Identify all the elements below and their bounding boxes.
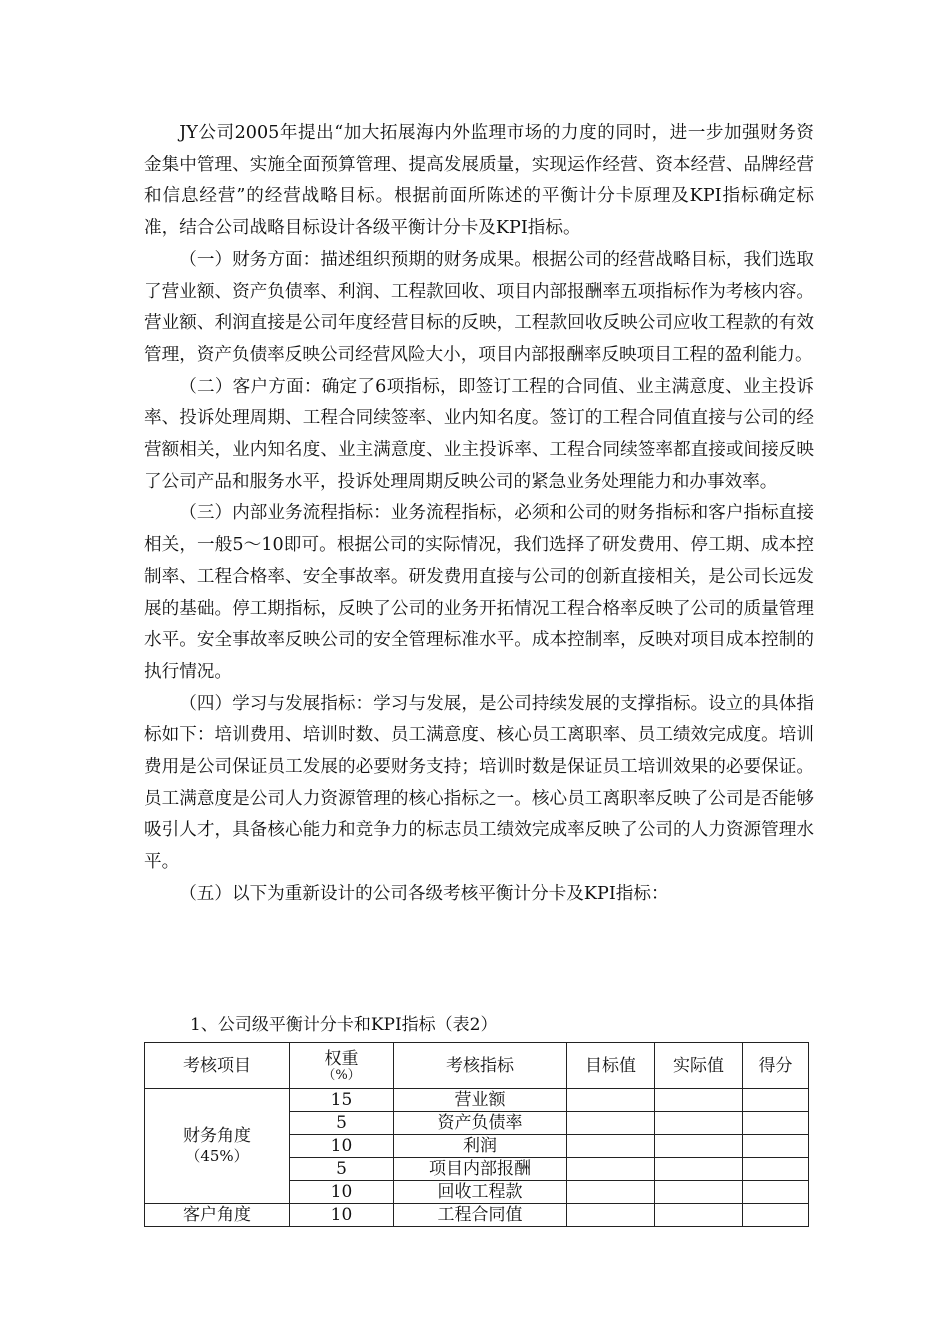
category-finance-label: 财务角度 <box>183 1126 251 1146</box>
row-score <box>743 1158 809 1181</box>
row-target <box>567 1158 655 1181</box>
row-indicator: 资产负债率 <box>394 1112 567 1135</box>
row-indicator: 利润 <box>394 1135 567 1158</box>
row-actual <box>655 1181 743 1204</box>
row-score <box>743 1204 809 1227</box>
row-actual <box>655 1158 743 1181</box>
row-score <box>743 1089 809 1112</box>
row-score <box>743 1135 809 1158</box>
row-target <box>567 1112 655 1135</box>
row-weight: 15 <box>290 1089 394 1112</box>
kpi-table <box>144 1042 809 1227</box>
row-target <box>567 1204 655 1227</box>
table-header-row <box>145 1043 809 1089</box>
paragraph-internal-process: （三）内部业务流程指标：业务流程指标，必须和公司的财务指标和客户指标直接相关，一般5～10即可。根据公司的实际情况，我们选择了研发费用、停工期、成本控制率、工程合格率、安全事故率。研发费用直接与公司的创新直接相关，是公司长远发展的基础。停工期指标，反映了公司的业务开拓情况工程合格率反映了公司的质量管理水平。安全事故率反映公司的安全管理标准水平。成本控制率，反映对项目成本控制的执行情况。 <box>144 503 814 682</box>
category-finance-weight: （45%） <box>185 1147 249 1165</box>
header-item: 考核项目 <box>145 1043 290 1089</box>
table-row <box>145 1089 809 1112</box>
table-row <box>145 1204 809 1227</box>
paragraph-intro: JY公司2005年提出“加大拓展海内外监理市场的力度的同时，进一步加强财务资金集中管理、实施全面预算管理、提高发展质量，实现运作经营、资本经营、品牌经营和信息经营”的经营战略目标。根据前面所陈述的平衡计分卡原理及KPI指标确定标准，结合公司战略目标设计各级平衡计分卡及KPI指标。 <box>144 123 814 239</box>
row-weight: 10 <box>290 1181 394 1204</box>
category-finance <box>145 1089 290 1204</box>
row-indicator: 工程合同值 <box>394 1204 567 1227</box>
row-weight: 10 <box>290 1204 394 1227</box>
row-indicator: 项目内部报酬 <box>394 1158 567 1181</box>
paragraph-table-intro: （五）以下为重新设计的公司各级考核平衡计分卡及KPI指标： <box>179 883 669 904</box>
paragraph-customer: （二）客户方面：确定了6项指标，即签订工程的合同值、业主满意度、业主投诉率、投诉处理周期、工程合同续签率、业内知名度。签订的工程合同值直接与公司的经营额相关，业内知名度、业主满意度、业主投诉率、工程合同续签率都直接或间接反映了公司产品和服务水平，投诉处理周期反映公司的紧急业务处理能力和办事效率。 <box>144 376 814 492</box>
row-score <box>743 1112 809 1135</box>
paragraph-finance: （一）财务方面：描述组织预期的财务成果。根据公司的经营战略目标，我们选取了营业额、资产负债率、利润、工程款回收、项目内部报酬率五项指标作为考核内容。营业额、利润直接是公司年度经营目标的反映，工程款回收反映公司应收工程款的有效管理，资产负债率反映公司经营风险大小，项目内部报酬率反映项目工程的盈利能力。 <box>144 249 814 365</box>
row-weight: 5 <box>290 1158 394 1181</box>
header-target: 目标值 <box>567 1043 655 1089</box>
row-target <box>567 1135 655 1158</box>
row-actual <box>655 1089 743 1112</box>
paragraph-learning-growth: （四）学习与发展指标：学习与发展，是公司持续发展的支撑指标。设立的具体指标如下：培训费用、培训时数、员工满意度、核心员工离职率、员工绩效完成度。培训费用是公司保证员工发展的必要财务支持；培训时数是保证员工培训效果的必要保证。员工满意度是公司人力资源管理的核心指标之一。核心员工离职率反映了公司是否能够吸引人才，具备核心能力和竞争力的标志员工绩效完成率反映了公司的人力资源管理水平。 <box>144 693 814 873</box>
category-customer: 客户角度 <box>145 1204 290 1227</box>
row-target <box>567 1181 655 1204</box>
row-indicator: 回收工程款 <box>394 1181 567 1204</box>
header-weight-unit: （%） <box>322 1067 361 1083</box>
row-target <box>567 1089 655 1112</box>
header-score: 得分 <box>743 1043 809 1089</box>
row-actual <box>655 1204 743 1227</box>
row-indicator: 营业额 <box>394 1089 567 1112</box>
table-caption: 1、公司级平衡计分卡和KPI指标（表2） <box>190 1015 498 1035</box>
row-weight: 10 <box>290 1135 394 1158</box>
row-score <box>743 1181 809 1204</box>
header-weight <box>290 1043 394 1089</box>
header-weight-label: 权重 <box>324 1048 359 1069</box>
row-actual <box>655 1135 743 1158</box>
header-actual: 实际值 <box>655 1043 743 1089</box>
body-text <box>144 118 814 911</box>
row-actual <box>655 1112 743 1135</box>
row-weight: 5 <box>290 1112 394 1135</box>
header-indicator: 考核指标 <box>394 1043 567 1089</box>
